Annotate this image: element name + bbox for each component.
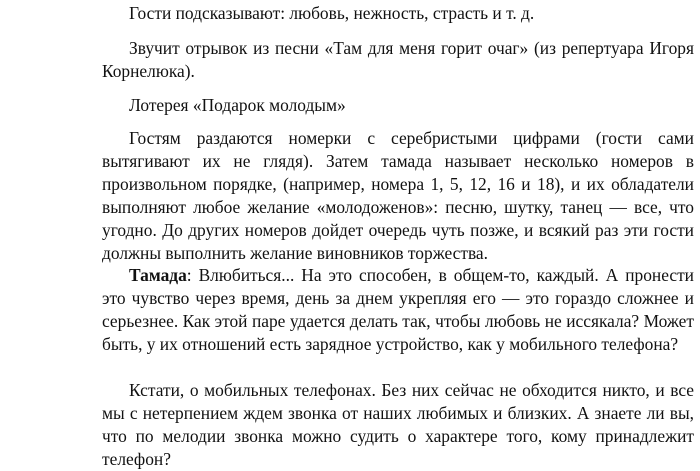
paragraph-mobile-phones: Кстати, о мобильных телефонах. Без них сейчас не обходится никто, и все мы с нетерпением ждем звонка от наших любимых и близких. А знаете ли вы, что по мелодии звонка можно судить о характере того, кому принадлежит телефон? bbox=[102, 380, 694, 469]
paragraph-toastmaster-speech bbox=[102, 264, 694, 356]
speaker-name: Тамада bbox=[129, 265, 187, 285]
speech-text: : Влюбиться... На это способен, в общем-то, каждый. А пронести это чувство через время, день за днем укрепляя его — это гораздо сложнее и серьезнее. Как этой паре удается делать так, чтобы любовь не иссякала? Может быть, у их отношений есть зарядное устройство, как у мобильного телефона? bbox=[102, 265, 694, 354]
section-heading-lottery: Лотерея «Подарок молодым» bbox=[129, 95, 346, 115]
paragraph-guest-hints: Гости подсказывают: любовь, нежность, страсть и т. д. bbox=[129, 3, 535, 23]
paragraph-lottery-description: Гостям раздаются номерки с серебристыми цифрами (гости сами вытягивают их не глядя). Затем тамада называет несколько номеров в произвольном порядке, (например, номера 1, 5, 12, 16 и 18), и их обладатели выполняют любое желание «молодоженов»: песню, шутку, танец — все, что угодно. До других номеров дойдет очередь чуть позже, и всякий раз эти гости должны выполнить желание виновников торжества. bbox=[102, 128, 694, 263]
paragraph-song-excerpt: Звучит отрывок из песни «Там для меня горит очаг» (из репертуара Игоря Корнелюка). bbox=[102, 38, 694, 81]
